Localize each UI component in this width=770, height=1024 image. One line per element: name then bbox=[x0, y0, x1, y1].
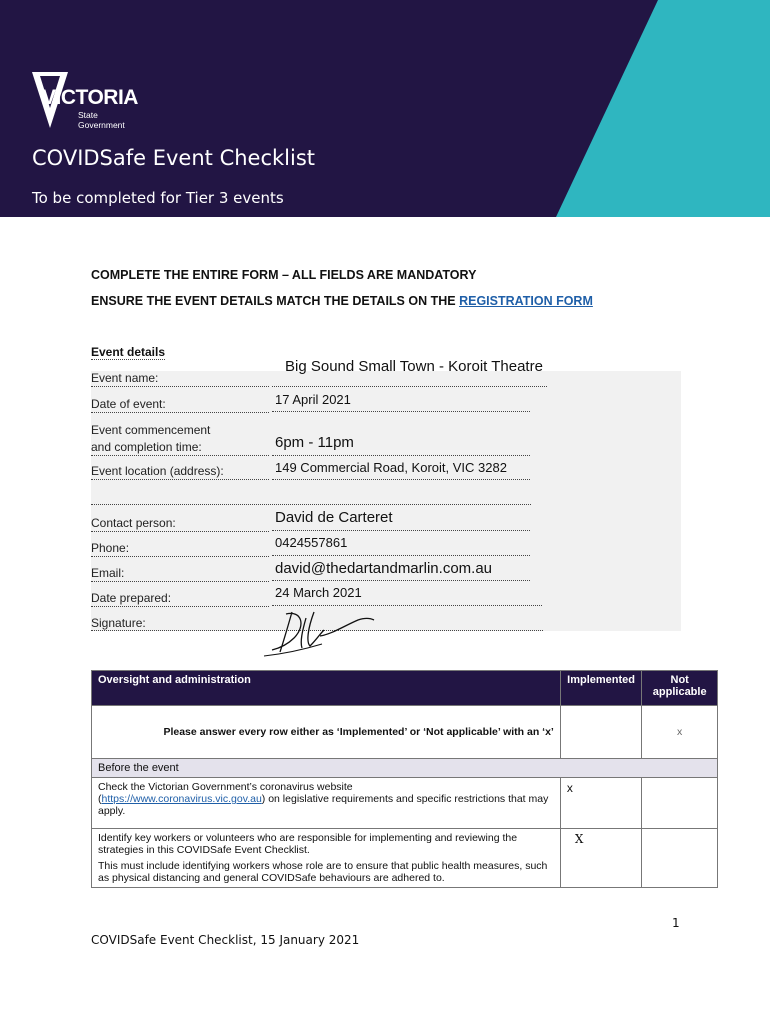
location-label: Event location (address): bbox=[91, 463, 269, 480]
instruction-implemented-cell[interactable] bbox=[560, 706, 642, 759]
location-line-2 bbox=[91, 488, 531, 505]
event-name-field[interactable]: Big Sound Small Town - Koroit Theatre bbox=[285, 358, 543, 375]
phone-line bbox=[272, 555, 530, 556]
location-field[interactable]: 149 Commercial Road, Koroit, VIC 3282 bbox=[275, 460, 507, 475]
instruction-match bbox=[91, 294, 593, 308]
logo-wordmark: VICTORIA bbox=[42, 86, 138, 109]
date-prepared-field[interactable]: 24 March 2021 bbox=[275, 585, 362, 600]
event-details-heading: Event details bbox=[91, 345, 166, 359]
row1-text-a: Check the Victorian Government’s coronavirus website bbox=[98, 781, 353, 793]
time-line bbox=[272, 455, 530, 456]
table-row bbox=[92, 829, 718, 888]
email-label: Email: bbox=[91, 565, 269, 582]
event-name-line bbox=[272, 386, 547, 387]
footer-text: COVIDSafe Event Checklist, 15 January 2021 bbox=[91, 933, 360, 947]
email-line bbox=[272, 580, 530, 581]
row2-text-a: Identify key workers or volunteers who are responsible for implementing and reviewing the strategies in this COVIDSafe Event Checklist. bbox=[98, 832, 518, 856]
instruction-cell: Please answer every row either as ‘Implemented’ or ‘Not applicable’ with an ‘x’ bbox=[92, 706, 561, 759]
instruction-match-text: ENSURE THE EVENT DETAILS MATCH THE DETAILS ON THE bbox=[91, 294, 460, 308]
row2-text bbox=[92, 829, 561, 888]
row1-text-b: on legislative requirements and specific restrictions that may apply. bbox=[98, 793, 549, 817]
email-field[interactable]: david@thedartandmarlin.com.au bbox=[275, 560, 493, 577]
oversight-table bbox=[91, 670, 718, 888]
header-banner bbox=[0, 0, 770, 217]
section-before-event: Before the event bbox=[92, 759, 718, 778]
row2-na-cell[interactable] bbox=[642, 829, 718, 888]
time-label-1: Event commencement bbox=[91, 423, 211, 437]
table-row bbox=[92, 778, 718, 829]
phone-label: Phone: bbox=[91, 540, 269, 557]
victoria-logo bbox=[32, 72, 142, 132]
header-not-applicable: Not applicable bbox=[642, 671, 718, 706]
section-row bbox=[92, 759, 718, 778]
page-title: COVIDSafe Event Checklist bbox=[32, 146, 316, 170]
instruction-row bbox=[92, 706, 718, 759]
row1-text: Check the Victorian Government’s coronavirus website (https://www.coronavirus.vic.gov.au) on legislative requirements and specific restrictions that may apply. bbox=[92, 778, 561, 829]
instruction-na-cell[interactable]: x bbox=[642, 706, 718, 759]
coronavirus-website-link[interactable]: https://www.coronavirus.vic.gov.au bbox=[101, 793, 262, 805]
row2-text-b: This must include identifying workers whose role are to ensure that public health measures, such as physical distancing and general COVIDSafe behaviours are adhered to. bbox=[98, 860, 548, 884]
instruction-mandatory: COMPLETE THE ENTIRE FORM – ALL FIELDS ARE MANDATORY bbox=[91, 268, 477, 282]
location-line bbox=[272, 479, 530, 480]
date-field[interactable]: 17 April 2021 bbox=[275, 392, 351, 407]
row1-implemented-cell[interactable]: x bbox=[560, 778, 642, 829]
phone-field[interactable]: 0424557861 bbox=[275, 535, 348, 550]
date-line bbox=[272, 411, 530, 412]
header-oversight: Oversight and administration bbox=[92, 671, 561, 706]
logo-subtext: State Government bbox=[78, 110, 125, 130]
table-header-row bbox=[92, 671, 718, 706]
time-label-2: and completion time: bbox=[91, 439, 269, 456]
contact-line bbox=[272, 530, 530, 531]
row1-na-cell[interactable] bbox=[642, 778, 718, 829]
page-number: 1 bbox=[672, 916, 680, 930]
time-field[interactable]: 6pm - 11pm bbox=[275, 434, 354, 451]
event-name-label: Event name: bbox=[91, 370, 269, 387]
row2-implemented-cell[interactable]: X bbox=[560, 829, 642, 888]
registration-form-link[interactable]: REGISTRATION FORM bbox=[459, 294, 593, 308]
date-prepared-label: Date prepared: bbox=[91, 590, 269, 607]
signature-label: Signature: bbox=[91, 616, 146, 630]
page-subtitle: To be completed for Tier 3 events bbox=[32, 189, 284, 207]
header-implemented: Implemented bbox=[560, 671, 642, 706]
contact-label: Contact person: bbox=[91, 515, 269, 532]
contact-field[interactable]: David de Carteret bbox=[275, 509, 393, 526]
date-label: Date of event: bbox=[91, 396, 269, 413]
handwritten-signature[interactable] bbox=[262, 604, 382, 660]
